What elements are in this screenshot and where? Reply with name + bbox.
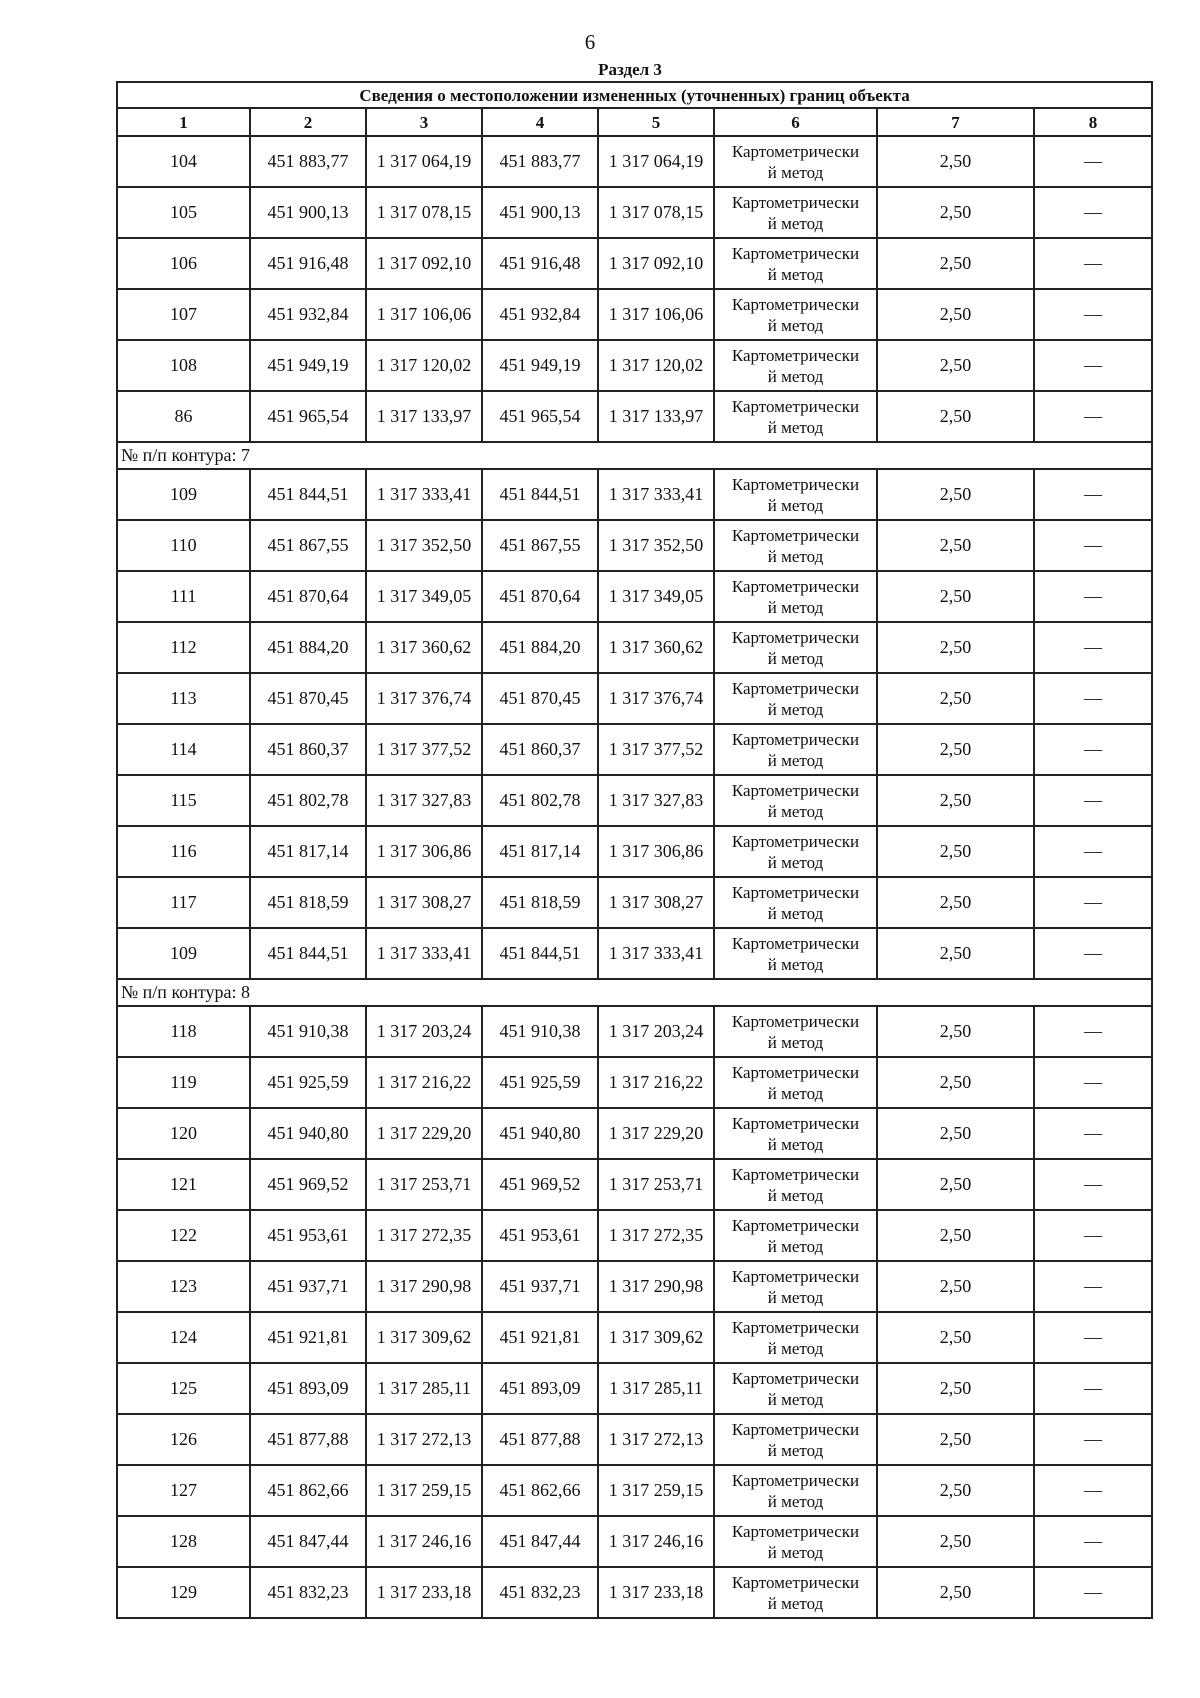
y-existing-cell: 1 317 290,98 bbox=[366, 1261, 482, 1312]
y-existing-cell: 1 317 229,20 bbox=[366, 1108, 482, 1159]
x-existing-cell: 451 949,19 bbox=[250, 340, 366, 391]
accuracy-cell: 2,50 bbox=[877, 187, 1034, 238]
x-existing-cell: 451 910,38 bbox=[250, 1006, 366, 1057]
description-cell: — bbox=[1034, 520, 1152, 571]
point-number-cell: 121 bbox=[117, 1159, 250, 1210]
column-number: 4 bbox=[482, 108, 598, 136]
accuracy-cell: 2,50 bbox=[877, 928, 1034, 979]
description-cell: — bbox=[1034, 724, 1152, 775]
column-number: 7 bbox=[877, 108, 1034, 136]
description-cell: — bbox=[1034, 238, 1152, 289]
accuracy-cell: 2,50 bbox=[877, 289, 1034, 340]
y-existing-cell: 1 317 216,22 bbox=[366, 1057, 482, 1108]
method-cell: Картометрически й метод bbox=[714, 391, 877, 442]
y-new-cell: 1 317 203,24 bbox=[598, 1006, 714, 1057]
accuracy-cell: 2,50 bbox=[877, 826, 1034, 877]
table-row bbox=[117, 238, 1152, 289]
table-row bbox=[117, 340, 1152, 391]
table-row bbox=[117, 775, 1152, 826]
description-cell: — bbox=[1034, 391, 1152, 442]
column-number: 8 bbox=[1034, 108, 1152, 136]
y-new-cell: 1 317 333,41 bbox=[598, 928, 714, 979]
y-new-cell: 1 317 078,15 bbox=[598, 187, 714, 238]
point-number-cell: 116 bbox=[117, 826, 250, 877]
y-new-cell: 1 317 092,10 bbox=[598, 238, 714, 289]
y-new-cell: 1 317 285,11 bbox=[598, 1363, 714, 1414]
x-existing-cell: 451 844,51 bbox=[250, 469, 366, 520]
x-existing-cell: 451 969,52 bbox=[250, 1159, 366, 1210]
y-existing-cell: 1 317 306,86 bbox=[366, 826, 482, 877]
x-new-cell: 451 844,51 bbox=[482, 928, 598, 979]
accuracy-cell: 2,50 bbox=[877, 1159, 1034, 1210]
x-new-cell: 451 969,52 bbox=[482, 1159, 598, 1210]
x-new-cell: 451 937,71 bbox=[482, 1261, 598, 1312]
x-new-cell: 451 860,37 bbox=[482, 724, 598, 775]
x-existing-cell: 451 965,54 bbox=[250, 391, 366, 442]
method-cell: Картометрически й метод bbox=[714, 622, 877, 673]
accuracy-cell: 2,50 bbox=[877, 1363, 1034, 1414]
point-number-cell: 115 bbox=[117, 775, 250, 826]
description-cell: — bbox=[1034, 673, 1152, 724]
section-title: Раздел 3 bbox=[598, 60, 662, 79]
table-row bbox=[117, 136, 1152, 187]
method-cell: Картометрически й метод bbox=[714, 136, 877, 187]
method-cell: Картометрически й метод bbox=[714, 673, 877, 724]
x-existing-cell: 451 883,77 bbox=[250, 136, 366, 187]
table-caption-row bbox=[117, 82, 1152, 108]
contour-header-row bbox=[117, 979, 1152, 1006]
method-cell: Картометрически й метод bbox=[714, 1516, 877, 1567]
x-existing-cell: 451 893,09 bbox=[250, 1363, 366, 1414]
y-new-cell: 1 317 064,19 bbox=[598, 136, 714, 187]
point-number-cell: 127 bbox=[117, 1465, 250, 1516]
x-new-cell: 451 870,64 bbox=[482, 571, 598, 622]
column-number: 5 bbox=[598, 108, 714, 136]
point-number-cell: 109 bbox=[117, 469, 250, 520]
x-existing-cell: 451 916,48 bbox=[250, 238, 366, 289]
x-new-cell: 451 832,23 bbox=[482, 1567, 598, 1618]
table-row bbox=[117, 1159, 1152, 1210]
x-existing-cell: 451 884,20 bbox=[250, 622, 366, 673]
method-cell: Картометрически й метод bbox=[714, 1057, 877, 1108]
y-new-cell: 1 317 376,74 bbox=[598, 673, 714, 724]
x-existing-cell: 451 877,88 bbox=[250, 1414, 366, 1465]
y-existing-cell: 1 317 349,05 bbox=[366, 571, 482, 622]
table-row bbox=[117, 1261, 1152, 1312]
y-new-cell: 1 317 106,06 bbox=[598, 289, 714, 340]
y-new-cell: 1 317 309,62 bbox=[598, 1312, 714, 1363]
point-number-cell: 120 bbox=[117, 1108, 250, 1159]
contour-label: № п/п контура: 7 bbox=[117, 442, 1152, 469]
description-cell: — bbox=[1034, 1567, 1152, 1618]
x-existing-cell: 451 817,14 bbox=[250, 826, 366, 877]
x-new-cell: 451 925,59 bbox=[482, 1057, 598, 1108]
contour-header-row bbox=[117, 442, 1152, 469]
x-new-cell: 451 867,55 bbox=[482, 520, 598, 571]
point-number-cell: 111 bbox=[117, 571, 250, 622]
x-existing-cell: 451 832,23 bbox=[250, 1567, 366, 1618]
y-existing-cell: 1 317 377,52 bbox=[366, 724, 482, 775]
accuracy-cell: 2,50 bbox=[877, 1210, 1034, 1261]
table-row bbox=[117, 289, 1152, 340]
method-cell: Картометрически й метод bbox=[714, 1159, 877, 1210]
point-number-cell: 129 bbox=[117, 1567, 250, 1618]
table-row bbox=[117, 187, 1152, 238]
y-existing-cell: 1 317 327,83 bbox=[366, 775, 482, 826]
table-row bbox=[117, 1108, 1152, 1159]
y-new-cell: 1 317 120,02 bbox=[598, 340, 714, 391]
description-cell: — bbox=[1034, 340, 1152, 391]
point-number-cell: 117 bbox=[117, 877, 250, 928]
x-existing-cell: 451 940,80 bbox=[250, 1108, 366, 1159]
accuracy-cell: 2,50 bbox=[877, 469, 1034, 520]
point-number-cell: 107 bbox=[117, 289, 250, 340]
x-existing-cell: 451 932,84 bbox=[250, 289, 366, 340]
description-cell: — bbox=[1034, 136, 1152, 187]
point-number-cell: 110 bbox=[117, 520, 250, 571]
table-caption: Сведения о местоположении измененных (уточненных) границ объекта bbox=[117, 82, 1152, 108]
method-cell: Картометрически й метод bbox=[714, 1567, 877, 1618]
point-number-cell: 128 bbox=[117, 1516, 250, 1567]
accuracy-cell: 2,50 bbox=[877, 571, 1034, 622]
y-new-cell: 1 317 272,13 bbox=[598, 1414, 714, 1465]
y-new-cell: 1 317 327,83 bbox=[598, 775, 714, 826]
description-cell: — bbox=[1034, 1159, 1152, 1210]
x-new-cell: 451 817,14 bbox=[482, 826, 598, 877]
table-row bbox=[117, 724, 1152, 775]
y-new-cell: 1 317 308,27 bbox=[598, 877, 714, 928]
table-row bbox=[117, 1567, 1152, 1618]
point-number-cell: 112 bbox=[117, 622, 250, 673]
point-number-cell: 122 bbox=[117, 1210, 250, 1261]
y-existing-cell: 1 317 272,13 bbox=[366, 1414, 482, 1465]
point-number-cell: 105 bbox=[117, 187, 250, 238]
accuracy-cell: 2,50 bbox=[877, 520, 1034, 571]
accuracy-cell: 2,50 bbox=[877, 1261, 1034, 1312]
description-cell: — bbox=[1034, 1108, 1152, 1159]
y-existing-cell: 1 317 064,19 bbox=[366, 136, 482, 187]
x-existing-cell: 451 847,44 bbox=[250, 1516, 366, 1567]
column-number: 1 bbox=[117, 108, 250, 136]
x-existing-cell: 451 818,59 bbox=[250, 877, 366, 928]
table-row bbox=[117, 877, 1152, 928]
accuracy-cell: 2,50 bbox=[877, 340, 1034, 391]
method-cell: Картометрически й метод bbox=[714, 1465, 877, 1516]
y-new-cell: 1 317 306,86 bbox=[598, 826, 714, 877]
accuracy-cell: 2,50 bbox=[877, 136, 1034, 187]
accuracy-cell: 2,50 bbox=[877, 1108, 1034, 1159]
x-new-cell: 451 883,77 bbox=[482, 136, 598, 187]
y-existing-cell: 1 317 309,62 bbox=[366, 1312, 482, 1363]
table-row bbox=[117, 1465, 1152, 1516]
x-existing-cell: 451 921,81 bbox=[250, 1312, 366, 1363]
contour-label: № п/п контура: 8 bbox=[117, 979, 1152, 1006]
accuracy-cell: 2,50 bbox=[877, 238, 1034, 289]
accuracy-cell: 2,50 bbox=[877, 1006, 1034, 1057]
x-new-cell: 451 965,54 bbox=[482, 391, 598, 442]
method-cell: Картометрически й метод bbox=[714, 289, 877, 340]
description-cell: — bbox=[1034, 1006, 1152, 1057]
column-number-row bbox=[117, 108, 1152, 136]
y-existing-cell: 1 317 360,62 bbox=[366, 622, 482, 673]
table-row bbox=[117, 1057, 1152, 1108]
x-new-cell: 451 921,81 bbox=[482, 1312, 598, 1363]
x-new-cell: 451 940,80 bbox=[482, 1108, 598, 1159]
x-new-cell: 451 877,88 bbox=[482, 1414, 598, 1465]
y-existing-cell: 1 317 246,16 bbox=[366, 1516, 482, 1567]
method-cell: Картометрически й метод bbox=[714, 340, 877, 391]
method-cell: Картометрически й метод bbox=[714, 724, 877, 775]
accuracy-cell: 2,50 bbox=[877, 1057, 1034, 1108]
accuracy-cell: 2,50 bbox=[877, 1465, 1034, 1516]
table-row bbox=[117, 391, 1152, 442]
description-cell: — bbox=[1034, 775, 1152, 826]
y-existing-cell: 1 317 253,71 bbox=[366, 1159, 482, 1210]
y-new-cell: 1 317 216,22 bbox=[598, 1057, 714, 1108]
table-row bbox=[117, 1414, 1152, 1465]
y-new-cell: 1 317 349,05 bbox=[598, 571, 714, 622]
accuracy-cell: 2,50 bbox=[877, 673, 1034, 724]
y-existing-cell: 1 317 308,27 bbox=[366, 877, 482, 928]
table-row bbox=[117, 673, 1152, 724]
point-number-cell: 119 bbox=[117, 1057, 250, 1108]
description-cell: — bbox=[1034, 1210, 1152, 1261]
y-new-cell: 1 317 272,35 bbox=[598, 1210, 714, 1261]
point-number-cell: 114 bbox=[117, 724, 250, 775]
y-new-cell: 1 317 377,52 bbox=[598, 724, 714, 775]
x-existing-cell: 451 844,51 bbox=[250, 928, 366, 979]
x-existing-cell: 451 925,59 bbox=[250, 1057, 366, 1108]
y-existing-cell: 1 317 259,15 bbox=[366, 1465, 482, 1516]
x-new-cell: 451 893,09 bbox=[482, 1363, 598, 1414]
table-row bbox=[117, 469, 1152, 520]
y-existing-cell: 1 317 376,74 bbox=[366, 673, 482, 724]
point-number-cell: 109 bbox=[117, 928, 250, 979]
x-existing-cell: 451 867,55 bbox=[250, 520, 366, 571]
point-number-cell: 126 bbox=[117, 1414, 250, 1465]
x-existing-cell: 451 870,64 bbox=[250, 571, 366, 622]
method-cell: Картометрически й метод bbox=[714, 1363, 877, 1414]
table-row bbox=[117, 622, 1152, 673]
table-row bbox=[117, 520, 1152, 571]
description-cell: — bbox=[1034, 289, 1152, 340]
x-new-cell: 451 818,59 bbox=[482, 877, 598, 928]
method-cell: Картометрически й метод bbox=[714, 520, 877, 571]
x-new-cell: 451 870,45 bbox=[482, 673, 598, 724]
table-row bbox=[117, 1363, 1152, 1414]
y-existing-cell: 1 317 272,35 bbox=[366, 1210, 482, 1261]
x-existing-cell: 451 862,66 bbox=[250, 1465, 366, 1516]
y-existing-cell: 1 317 333,41 bbox=[366, 469, 482, 520]
x-new-cell: 451 949,19 bbox=[482, 340, 598, 391]
table-row bbox=[117, 1516, 1152, 1567]
table-row bbox=[117, 571, 1152, 622]
y-existing-cell: 1 317 078,15 bbox=[366, 187, 482, 238]
y-existing-cell: 1 317 106,06 bbox=[366, 289, 482, 340]
coordinates-table bbox=[116, 81, 1153, 1619]
method-cell: Картометрически й метод bbox=[714, 1414, 877, 1465]
y-new-cell: 1 317 233,18 bbox=[598, 1567, 714, 1618]
page-number: 6 bbox=[584, 30, 596, 54]
x-new-cell: 451 847,44 bbox=[482, 1516, 598, 1567]
column-number: 2 bbox=[250, 108, 366, 136]
description-cell: — bbox=[1034, 1516, 1152, 1567]
x-new-cell: 451 884,20 bbox=[482, 622, 598, 673]
x-existing-cell: 451 870,45 bbox=[250, 673, 366, 724]
x-new-cell: 451 862,66 bbox=[482, 1465, 598, 1516]
description-cell: — bbox=[1034, 877, 1152, 928]
accuracy-cell: 2,50 bbox=[877, 877, 1034, 928]
point-number-cell: 113 bbox=[117, 673, 250, 724]
point-number-cell: 86 bbox=[117, 391, 250, 442]
x-existing-cell: 451 802,78 bbox=[250, 775, 366, 826]
x-new-cell: 451 932,84 bbox=[482, 289, 598, 340]
method-cell: Картометрически й метод bbox=[714, 1108, 877, 1159]
point-number-cell: 123 bbox=[117, 1261, 250, 1312]
description-cell: — bbox=[1034, 1465, 1152, 1516]
point-number-cell: 108 bbox=[117, 340, 250, 391]
description-cell: — bbox=[1034, 826, 1152, 877]
accuracy-cell: 2,50 bbox=[877, 622, 1034, 673]
x-existing-cell: 451 860,37 bbox=[250, 724, 366, 775]
method-cell: Картометрически й метод bbox=[714, 1210, 877, 1261]
method-cell: Картометрически й метод bbox=[714, 877, 877, 928]
method-cell: Картометрически й метод bbox=[714, 1312, 877, 1363]
table-row bbox=[117, 928, 1152, 979]
y-new-cell: 1 317 290,98 bbox=[598, 1261, 714, 1312]
y-existing-cell: 1 317 233,18 bbox=[366, 1567, 482, 1618]
description-cell: — bbox=[1034, 1057, 1152, 1108]
method-cell: Картометрически й метод bbox=[714, 826, 877, 877]
x-new-cell: 451 900,13 bbox=[482, 187, 598, 238]
x-new-cell: 451 916,48 bbox=[482, 238, 598, 289]
x-new-cell: 451 953,61 bbox=[482, 1210, 598, 1261]
method-cell: Картометрически й метод bbox=[714, 187, 877, 238]
accuracy-cell: 2,50 bbox=[877, 1567, 1034, 1618]
description-cell: — bbox=[1034, 622, 1152, 673]
x-new-cell: 451 844,51 bbox=[482, 469, 598, 520]
column-number: 3 bbox=[366, 108, 482, 136]
x-new-cell: 451 910,38 bbox=[482, 1006, 598, 1057]
y-new-cell: 1 317 333,41 bbox=[598, 469, 714, 520]
description-cell: — bbox=[1034, 1261, 1152, 1312]
point-number-cell: 124 bbox=[117, 1312, 250, 1363]
accuracy-cell: 2,50 bbox=[877, 1414, 1034, 1465]
point-number-cell: 104 bbox=[117, 136, 250, 187]
x-existing-cell: 451 953,61 bbox=[250, 1210, 366, 1261]
x-existing-cell: 451 937,71 bbox=[250, 1261, 366, 1312]
y-new-cell: 1 317 246,16 bbox=[598, 1516, 714, 1567]
accuracy-cell: 2,50 bbox=[877, 391, 1034, 442]
accuracy-cell: 2,50 bbox=[877, 775, 1034, 826]
description-cell: — bbox=[1034, 469, 1152, 520]
point-number-cell: 125 bbox=[117, 1363, 250, 1414]
y-existing-cell: 1 317 092,10 bbox=[366, 238, 482, 289]
y-new-cell: 1 317 352,50 bbox=[598, 520, 714, 571]
table-row bbox=[117, 1312, 1152, 1363]
description-cell: — bbox=[1034, 1414, 1152, 1465]
column-number: 6 bbox=[714, 108, 877, 136]
x-existing-cell: 451 900,13 bbox=[250, 187, 366, 238]
description-cell: — bbox=[1034, 571, 1152, 622]
point-number-cell: 106 bbox=[117, 238, 250, 289]
description-cell: — bbox=[1034, 1363, 1152, 1414]
x-new-cell: 451 802,78 bbox=[482, 775, 598, 826]
method-cell: Картометрически й метод bbox=[714, 775, 877, 826]
accuracy-cell: 2,50 bbox=[877, 724, 1034, 775]
y-new-cell: 1 317 253,71 bbox=[598, 1159, 714, 1210]
accuracy-cell: 2,50 bbox=[877, 1312, 1034, 1363]
table-row bbox=[117, 1006, 1152, 1057]
description-cell: — bbox=[1034, 1312, 1152, 1363]
y-existing-cell: 1 317 285,11 bbox=[366, 1363, 482, 1414]
y-new-cell: 1 317 360,62 bbox=[598, 622, 714, 673]
accuracy-cell: 2,50 bbox=[877, 1516, 1034, 1567]
y-existing-cell: 1 317 333,41 bbox=[366, 928, 482, 979]
method-cell: Картометрически й метод bbox=[714, 469, 877, 520]
table-row bbox=[117, 1210, 1152, 1261]
y-existing-cell: 1 317 203,24 bbox=[366, 1006, 482, 1057]
description-cell: — bbox=[1034, 928, 1152, 979]
y-new-cell: 1 317 229,20 bbox=[598, 1108, 714, 1159]
table-row bbox=[117, 826, 1152, 877]
description-cell: — bbox=[1034, 187, 1152, 238]
method-cell: Картометрически й метод bbox=[714, 571, 877, 622]
method-cell: Картометрически й метод bbox=[714, 928, 877, 979]
y-new-cell: 1 317 133,97 bbox=[598, 391, 714, 442]
y-existing-cell: 1 317 352,50 bbox=[366, 520, 482, 571]
y-existing-cell: 1 317 120,02 bbox=[366, 340, 482, 391]
y-new-cell: 1 317 259,15 bbox=[598, 1465, 714, 1516]
method-cell: Картометрически й метод bbox=[714, 1261, 877, 1312]
method-cell: Картометрически й метод bbox=[714, 238, 877, 289]
method-cell: Картометрически й метод bbox=[714, 1006, 877, 1057]
point-number-cell: 118 bbox=[117, 1006, 250, 1057]
y-existing-cell: 1 317 133,97 bbox=[366, 391, 482, 442]
